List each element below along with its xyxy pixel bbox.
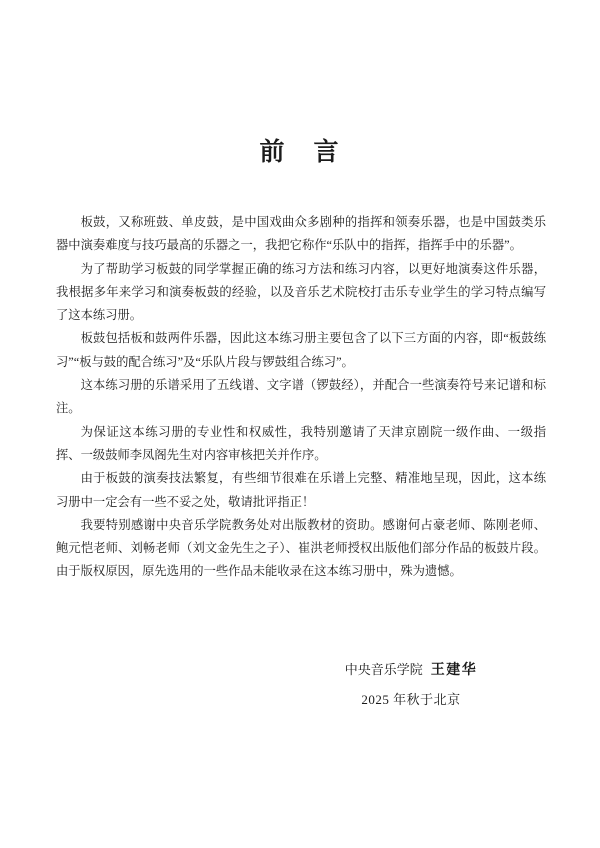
preface-paragraph: 为了帮助学习板鼓的同学掌握正确的练习方法和练习内容，以更好地演奏这件乐器，我根据多年来学习和演奏板鼓的经验，以及音乐艺术院校打击乐专业学生的学习特点编写了这本练习册。 — [56, 261, 546, 323]
preface-paragraph: 为保证这本练习册的专业性和权威性，我特别邀请了天津京剧院一级作曲、一级指挥、一级鼓师李凤阁先生对内容审核把关并作序。 — [56, 424, 546, 462]
preface-paragraph: 板鼓包括板和鼓两件乐器，因此这本练习册主要包含了以下三方面的内容，即“板鼓练习”“板与鼓的配合练习”及“乐队片段与锣鼓组合练习”。 — [56, 331, 546, 369]
signature-block — [305, 655, 517, 714]
preface-paragraph: 板鼓，又称班鼓、单皮鼓，是中国戏曲众多剧种的指挥和领奏乐器，也是中国鼓类乐器中演奏难度与技巧最高的乐器之一，我把它称作“乐队中的指挥，指挥手中的乐器”。 — [56, 215, 546, 253]
preface-paragraph: 由于板鼓的演奏技法繁复，有些细节很难在乐谱上完整、精准地呈现，因此，这本练习册中一定会有一些不妥之处，敬请批评指正！ — [56, 471, 546, 509]
signature-org: 中央音乐学院 — [344, 662, 423, 677]
preface-body — [56, 211, 546, 584]
signature-name: 王建华 — [430, 663, 478, 678]
page-title: 前 言 — [259, 139, 341, 166]
preface-paragraph: 我要特别感谢中央音乐学院教务处对出版教材的资助。感谢何占豪老师、陈刚老师、鲍元恺老师、刘畅老师（刘文金先生之子）、崔洪老师授权出版他们部分作品的板鼓片段。由于版权原因，原先选用的一些作品未能收录在这本练习册中，殊为遗憾。 — [56, 517, 546, 579]
preface-paragraph: 这本练习册的乐谱采用了五线谱、文字谱（锣鼓经），并配合一些演奏符号来记谱和标注。 — [56, 378, 546, 416]
signature-date: 2025 年秋于北京 — [361, 692, 461, 707]
signature-line — [305, 655, 517, 685]
